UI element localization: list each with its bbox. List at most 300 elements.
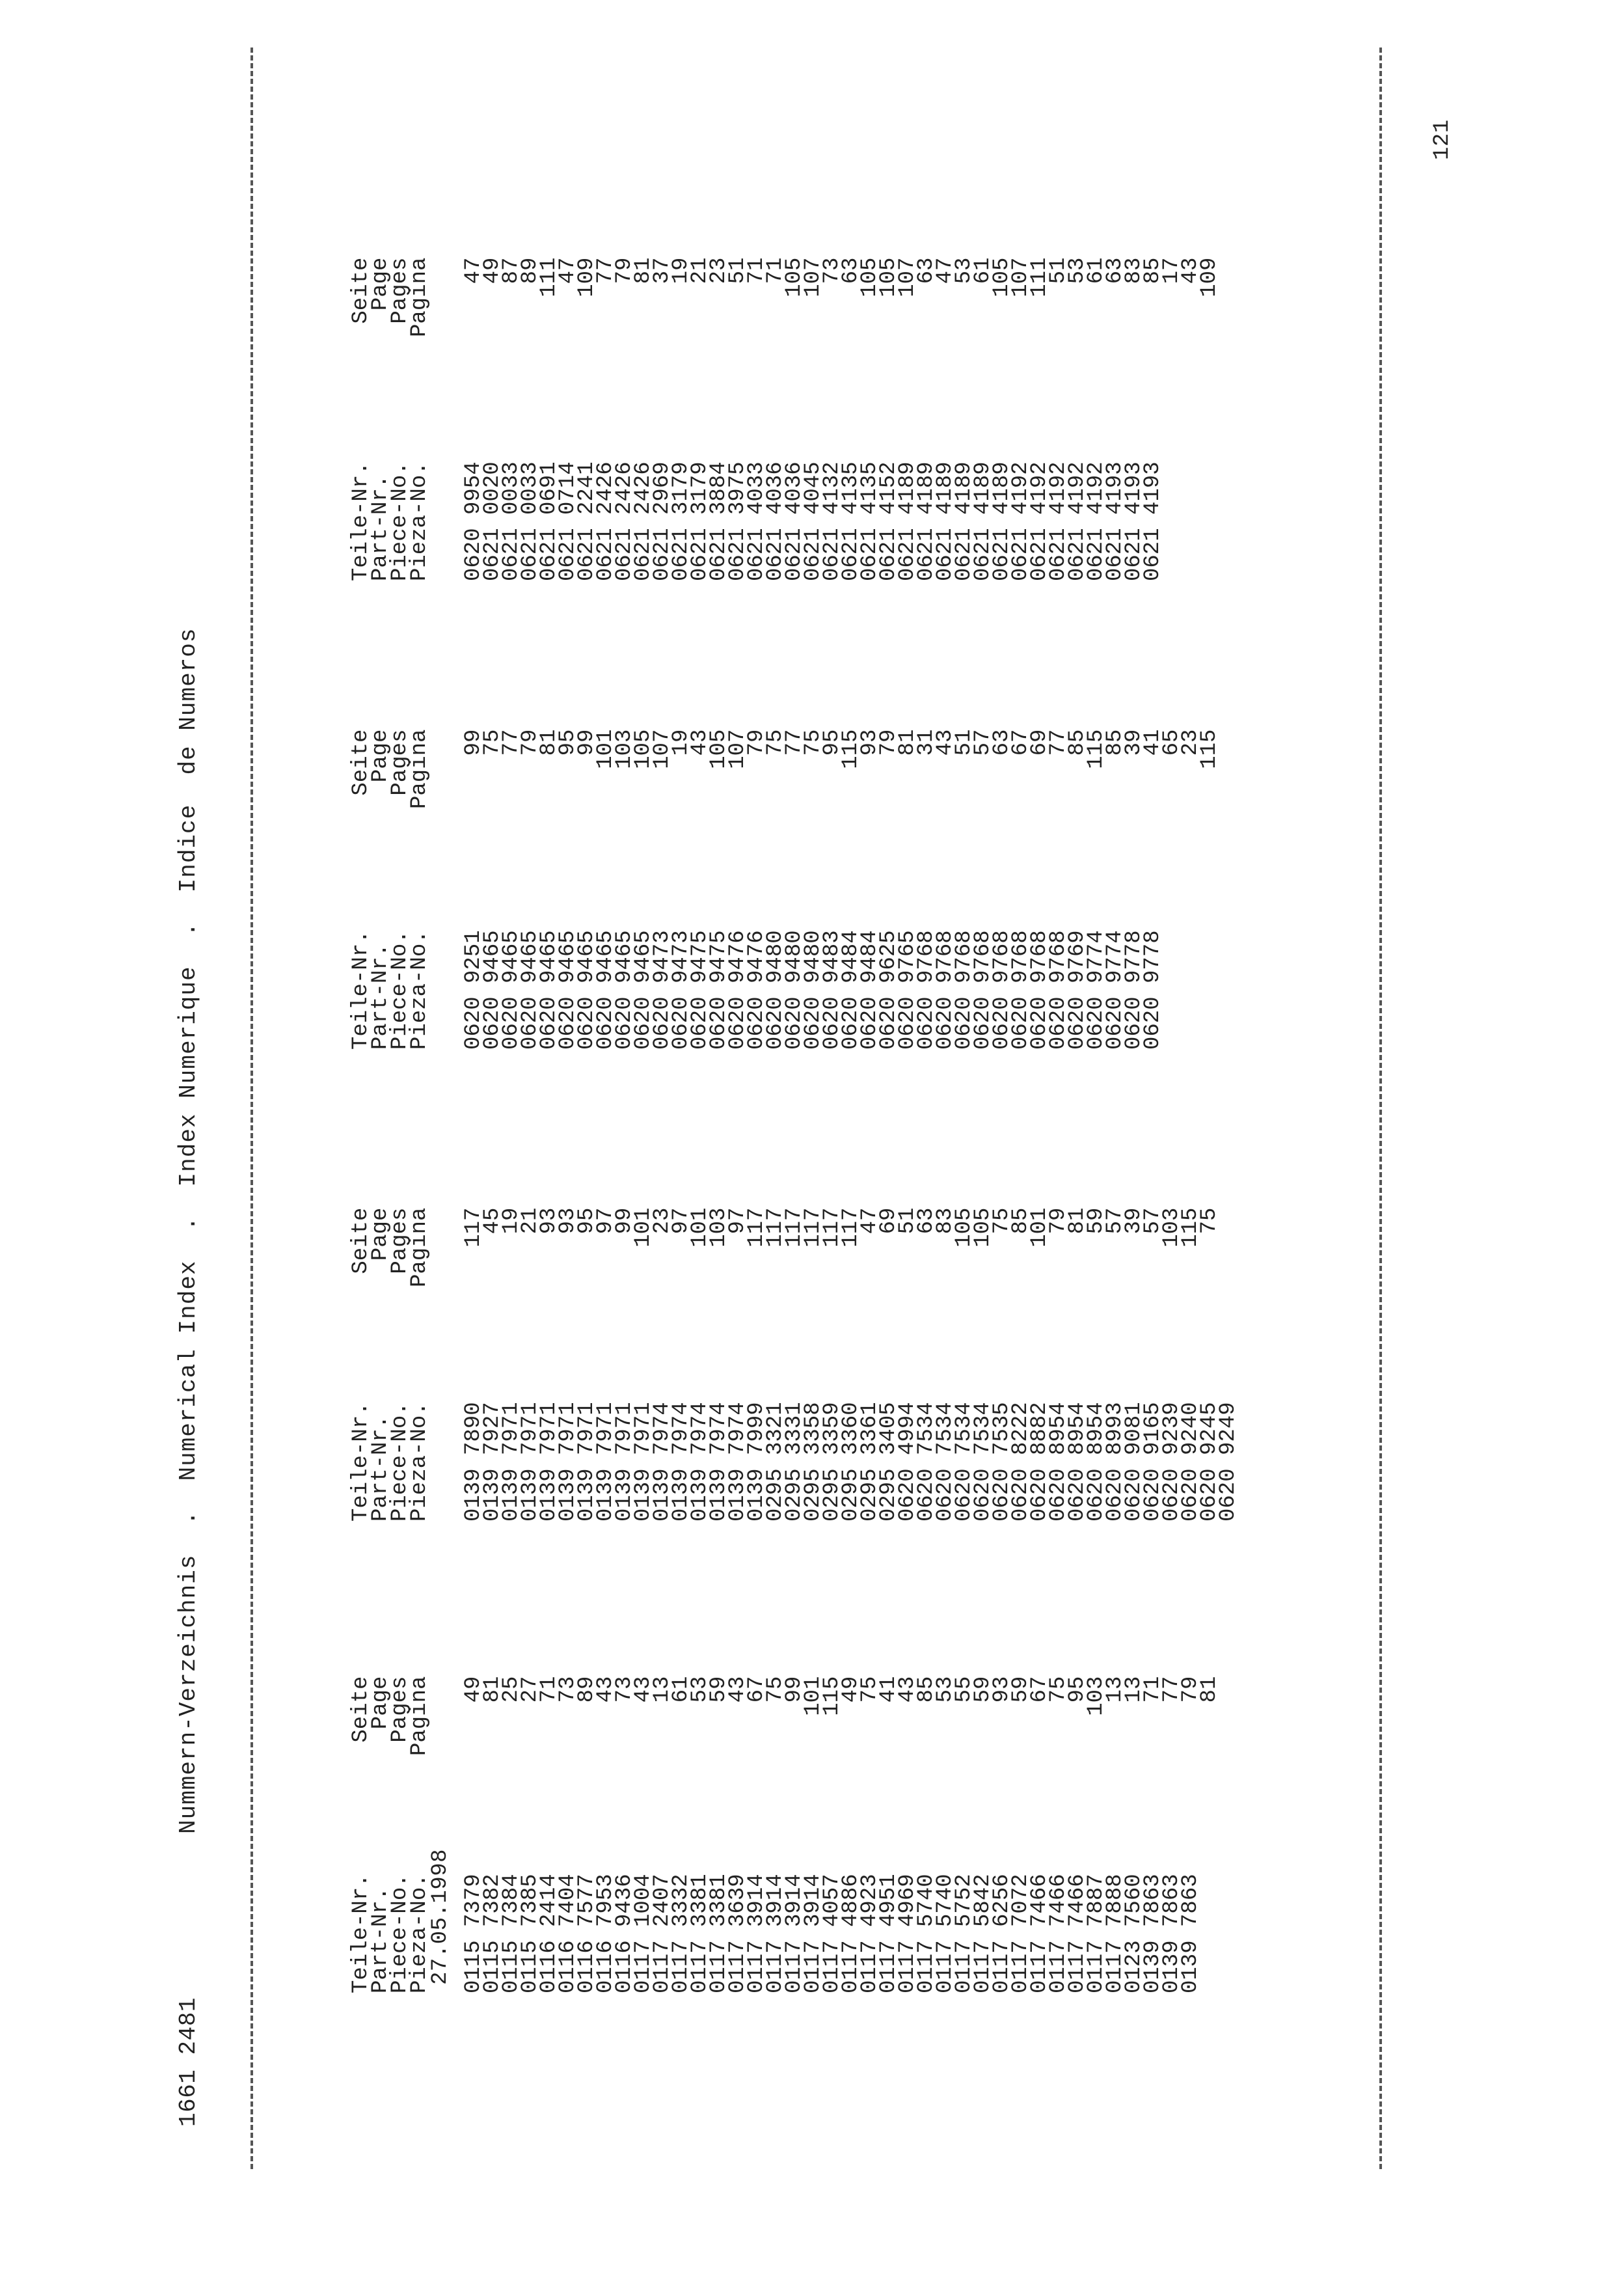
page-value: 105 (971, 1207, 995, 1248)
page-value: 67 (744, 1676, 769, 1703)
page-value: 47 (858, 1207, 882, 1235)
part-number: 0620 7534 (971, 1402, 995, 1522)
page-value: 115 (1197, 729, 1222, 769)
page-value: 43 (933, 729, 958, 756)
part-number: 0620 9465 (499, 930, 524, 1050)
page-value: 49 (839, 1676, 863, 1703)
page-value: 77 (1159, 1676, 1184, 1703)
part-number: 0621 4193 (1141, 461, 1165, 581)
page-value: 107 (801, 257, 826, 297)
page-value: 19 (669, 257, 694, 284)
page-column-header: Pagina (407, 257, 432, 337)
part-column-header: Part-Nr. (368, 1415, 393, 1522)
page-column-header: Pages (388, 1207, 413, 1274)
part-number: 0117 3381 (688, 1874, 712, 1993)
page-value: 67 (1027, 1676, 1052, 1703)
part-number: 0116 2414 (537, 1874, 562, 1993)
part-number: 0621 3179 (688, 461, 712, 581)
part-number: 0139 7974 (650, 1402, 675, 1522)
page-value: 47 (556, 257, 580, 284)
page-value: 61 (1084, 257, 1109, 284)
page-column-header: Pages (388, 257, 413, 324)
page-column-header: Pagina (407, 729, 432, 809)
page-value: 105 (707, 729, 731, 769)
page-value: 107 (650, 729, 675, 769)
part-number: 0621 2969 (650, 461, 675, 581)
page-value: 37 (650, 257, 675, 284)
page-value: 63 (914, 1207, 939, 1235)
part-number: 0139 7971 (593, 1402, 618, 1522)
page-value: 85 (1141, 257, 1165, 284)
part-number: 0620 9465 (631, 930, 656, 1050)
page-value: 53 (933, 1676, 958, 1703)
part-number: 0620 9465 (556, 930, 580, 1050)
page-value: 95 (575, 1207, 599, 1235)
part-number: 0620 7535 (990, 1402, 1014, 1522)
page-value: 75 (801, 729, 826, 756)
part-number: 0620 9475 (707, 930, 731, 1050)
page-column-header: Page (368, 257, 393, 311)
part-number: 0620 9778 (1122, 930, 1146, 1050)
page-value: 43 (631, 1676, 656, 1703)
part-number: 0621 4192 (1065, 461, 1090, 581)
page-value: 51 (1046, 257, 1071, 284)
part-number: 0117 4969 (895, 1874, 920, 1993)
page-value: 53 (1065, 257, 1090, 284)
part-number: 0620 9765 (895, 930, 920, 1050)
page-value: 107 (725, 729, 750, 769)
part-number: 0621 4189 (933, 461, 958, 581)
part-number: 0621 3179 (669, 461, 694, 581)
part-number: 0620 9768 (952, 930, 977, 1050)
page-value: 43 (1178, 257, 1203, 284)
part-number: 0295 3358 (801, 1402, 826, 1522)
part-column-header: Piece-No. (388, 461, 413, 581)
page-value: 75 (1197, 1207, 1222, 1235)
page-value: 59 (1084, 1207, 1109, 1235)
page-value: 45 (480, 1207, 505, 1235)
page-value: 67 (1008, 729, 1033, 756)
bottom-divider (1379, 48, 1382, 2169)
page-value: 25 (499, 1676, 524, 1703)
part-number: 0116 7953 (593, 1874, 618, 1993)
part-number: 0295 3321 (763, 1402, 788, 1522)
part-number: 0621 2426 (593, 461, 618, 581)
page-value: 115 (1178, 1207, 1203, 1248)
page-value: 75 (763, 729, 788, 756)
page-column-header: Pagina (407, 1676, 432, 1756)
page-value: 53 (688, 1676, 712, 1703)
part-number: 0620 9081 (1122, 1402, 1146, 1522)
page-value: 89 (575, 1676, 599, 1703)
page-value: 99 (575, 729, 599, 756)
part-number: 0117 7072 (1008, 1874, 1033, 1993)
part-number: 0621 4189 (971, 461, 995, 581)
page-column-header: Seite (349, 729, 373, 796)
page-value: 81 (537, 729, 562, 756)
page-value: 79 (744, 729, 769, 756)
part-number: 0117 5740 (914, 1874, 939, 1993)
page-value: 77 (782, 729, 807, 756)
part-number: 0620 9768 (1027, 930, 1052, 1050)
page-value: 83 (933, 1207, 958, 1235)
part-number: 0620 9476 (725, 930, 750, 1050)
part-number: 0620 7534 (952, 1402, 977, 1522)
part-number: 0620 9465 (480, 930, 505, 1050)
page-column-header: Pages (388, 729, 413, 796)
page-value: 59 (1008, 1676, 1033, 1703)
page-value: 21 (688, 257, 712, 284)
part-number: 0117 7466 (1065, 1874, 1090, 1993)
part-number: 0139 7890 (461, 1402, 486, 1522)
page-column-header: Page (368, 1676, 393, 1730)
part-number: 0620 8222 (1008, 1402, 1033, 1522)
page-value: 105 (990, 257, 1014, 297)
page-value: 97 (593, 1207, 618, 1235)
part-number-column (351, 461, 1163, 581)
part-number: 0621 4189 (952, 461, 977, 581)
page-value: 103 (612, 729, 637, 769)
part-number: 0117 4951 (876, 1874, 901, 1993)
page-column-header: Seite (349, 1676, 373, 1743)
page-value: 63 (1103, 257, 1128, 284)
page-value: 79 (518, 729, 543, 756)
part-number: 0139 7999 (744, 1402, 769, 1522)
part-number: 0620 7534 (914, 1402, 939, 1522)
page-column (349, 257, 1222, 337)
page-value: 47 (461, 257, 486, 284)
page-value: 53 (952, 257, 977, 284)
page-value: 85 (914, 1676, 939, 1703)
part-number: 0117 7887 (1084, 1874, 1109, 1993)
part-column-header: Part-Nr. (368, 943, 393, 1050)
page-column-header: Page (368, 1207, 393, 1261)
page-value: 75 (480, 729, 505, 756)
part-number: 0621 0033 (499, 461, 524, 581)
page-value: 111 (537, 257, 562, 297)
page-value: 13 (650, 1676, 675, 1703)
page-value: 51 (895, 1207, 920, 1235)
part-number: 0620 9465 (593, 930, 618, 1050)
part-number: 0621 4132 (820, 461, 845, 581)
page-value: 97 (669, 1207, 694, 1235)
page-value: 57 (1103, 1207, 1128, 1235)
page-value: 75 (1046, 1676, 1071, 1703)
part-number: 0115 7379 (461, 1874, 486, 1993)
part-number: 0139 7863 (1159, 1874, 1184, 1993)
part-number: 0139 7971 (631, 1402, 656, 1522)
part-number: 0117 5842 (971, 1874, 995, 1993)
page-value: 85 (1103, 729, 1128, 756)
part-number: 0621 4036 (782, 461, 807, 581)
page-value: 105 (858, 257, 882, 297)
page-value: 99 (782, 1676, 807, 1703)
part-number: 0620 9769 (1065, 930, 1090, 1050)
page-value: 43 (895, 1676, 920, 1703)
part-number: 0620 9778 (1141, 930, 1165, 1050)
page-value: 95 (556, 729, 580, 756)
part-number: 0621 2426 (631, 461, 656, 581)
page-value: 57 (1141, 1207, 1165, 1235)
part-number: 0621 4192 (1046, 461, 1071, 581)
page-value: 63 (914, 257, 939, 284)
part-number: 0117 5740 (933, 1874, 958, 1993)
part-number: 0621 2241 (575, 461, 599, 581)
part-number: 0117 3914 (782, 1874, 807, 1993)
page-value: 21 (518, 1207, 543, 1235)
page-column-header: Pagina (407, 1207, 432, 1287)
part-number: 0621 0714 (556, 461, 580, 581)
page-value: 99 (612, 1207, 637, 1235)
part-number: 0117 7466 (1027, 1874, 1052, 1993)
part-column-header: Pieza-No. (407, 1402, 432, 1522)
page-value: 93 (990, 1676, 1014, 1703)
page-value: 77 (1046, 729, 1071, 756)
page-value: 55 (952, 1676, 977, 1703)
page-value: 23 (650, 1207, 675, 1235)
page-value: 59 (707, 1676, 731, 1703)
part-column-header: Part-Nr. (368, 1887, 393, 1993)
part-number: 0620 9249 (1216, 1402, 1241, 1522)
page-value: 39 (1122, 729, 1146, 756)
part-number: 0295 3360 (839, 1402, 863, 1522)
page-value: 79 (876, 729, 901, 756)
part-number: 0620 8954 (1065, 1402, 1090, 1522)
part-number: 0117 3381 (707, 1874, 731, 1993)
part-number: 0620 9165 (1141, 1402, 1165, 1522)
part-number-column (351, 930, 1163, 1050)
page-value: 85 (1065, 729, 1090, 756)
page-column (349, 1676, 1222, 1756)
page-value: 73 (612, 1676, 637, 1703)
page-value: 43 (593, 1676, 618, 1703)
part-number: 0295 3359 (820, 1402, 845, 1522)
part-number: 0620 9484 (858, 930, 882, 1050)
part-number: 0621 0033 (518, 461, 543, 581)
part-number: 0620 9473 (669, 930, 694, 1050)
part-number: 0117 3914 (744, 1874, 769, 1993)
part-number: 0620 9476 (744, 930, 769, 1050)
page-value: 105 (782, 257, 807, 297)
page-value: 63 (839, 257, 863, 284)
page-value: 73 (556, 1676, 580, 1703)
page-value: 43 (688, 729, 712, 756)
page-column-header: Pages (388, 1676, 413, 1743)
part-number: 0621 4152 (876, 461, 901, 581)
part-number: 0139 7971 (518, 1402, 543, 1522)
page-column-header: Seite (349, 1207, 373, 1274)
page-value: 101 (593, 729, 618, 769)
part-number: 0620 8954 (1084, 1402, 1109, 1522)
part-number-column (349, 1874, 1203, 1993)
part-number: 0621 2426 (612, 461, 637, 581)
page-value: 61 (971, 257, 995, 284)
part-number: 0620 9768 (1046, 930, 1071, 1050)
page-value: 73 (820, 257, 845, 284)
part-number: 0620 9240 (1178, 1402, 1203, 1522)
page-value: 71 (1141, 1676, 1165, 1703)
part-number: 0620 9473 (650, 930, 675, 1050)
part-number: 0621 3884 (707, 461, 731, 581)
page-value: 95 (1065, 1676, 1090, 1703)
part-number: 0621 3975 (725, 461, 750, 581)
part-number: 0117 7888 (1103, 1874, 1128, 1993)
page-value: 79 (612, 257, 637, 284)
page-value: 115 (839, 729, 863, 769)
part-number: 0139 7971 (499, 1402, 524, 1522)
page-value: 77 (593, 257, 618, 284)
page-value: 109 (1197, 257, 1222, 297)
part-number: 0117 4057 (820, 1874, 845, 1993)
page-value: 101 (1027, 1207, 1052, 1248)
page-value: 105 (952, 1207, 977, 1248)
part-number: 0621 0020 (480, 461, 505, 581)
part-number: 0620 9483 (820, 930, 845, 1050)
part-number: 0621 0691 (537, 461, 562, 581)
part-number: 0115 7384 (499, 1874, 524, 1993)
page-value: 23 (1178, 729, 1203, 756)
page-value: 117 (461, 1207, 486, 1248)
page-value: 79 (1046, 1207, 1071, 1235)
page-value: 81 (631, 257, 656, 284)
page-value: 103 (707, 1207, 731, 1248)
part-number: 0620 8882 (1027, 1402, 1052, 1522)
part-number: 0117 3914 (763, 1874, 788, 1993)
part-number: 0139 7974 (725, 1402, 750, 1522)
part-number: 0117 7466 (1046, 1874, 1071, 1993)
part-number: 0117 6256 (990, 1874, 1014, 1993)
page-value: 117 (744, 1207, 769, 1248)
part-number: 0139 7971 (612, 1402, 637, 1522)
page-value: 63 (990, 729, 1014, 756)
part-number: 0621 4192 (1084, 461, 1109, 581)
part-number: 0139 7974 (669, 1402, 694, 1522)
part-number: 0620 9465 (537, 930, 562, 1050)
part-number: 0620 9251 (461, 930, 486, 1050)
page-value: 61 (669, 1676, 694, 1703)
part-number: 0620 9475 (688, 930, 712, 1050)
part-number: 0139 7974 (688, 1402, 712, 1522)
page-value: 49 (461, 1676, 486, 1703)
page-value: 115 (1084, 729, 1109, 769)
page-value: 93 (537, 1207, 562, 1235)
part-number: 0621 4193 (1103, 461, 1128, 581)
part-number: 0620 7534 (933, 1402, 958, 1522)
part-number: 0620 9768 (971, 930, 995, 1050)
page-value: 117 (782, 1207, 807, 1248)
part-number: 0115 7385 (518, 1874, 543, 1993)
part-number: 0139 7971 (556, 1402, 580, 1522)
page-value: 39 (1122, 1207, 1146, 1235)
part-number: 0621 4192 (1027, 461, 1052, 581)
page-value: 111 (1027, 257, 1052, 297)
page-value: 89 (518, 257, 543, 284)
part-column-header: Pieza-No. (407, 461, 432, 581)
page-value: 19 (499, 1207, 524, 1235)
page-value: 117 (801, 1207, 826, 1248)
page-value: 85 (1008, 1207, 1033, 1235)
part-number: 0620 9480 (763, 930, 788, 1050)
page-value: 27 (518, 1676, 543, 1703)
page-value: 59 (971, 1676, 995, 1703)
page-column (349, 1207, 1222, 1287)
part-number: 0621 4036 (763, 461, 788, 581)
page-value: 13 (1103, 1676, 1128, 1703)
page-value: 101 (801, 1676, 826, 1716)
page-value: 31 (914, 729, 939, 756)
part-number: 0139 7863 (1178, 1874, 1203, 1993)
part-number: 0139 7971 (537, 1402, 562, 1522)
page-value: 71 (537, 1676, 562, 1703)
part-number: 0117 4886 (839, 1874, 863, 1993)
part-number: 0621 4189 (895, 461, 920, 581)
page-value: 51 (725, 257, 750, 284)
part-number: 0116 7404 (556, 1874, 580, 1993)
part-number: 0620 8954 (1046, 1402, 1071, 1522)
page-value: 107 (1008, 257, 1033, 297)
part-number: 0620 9625 (876, 930, 901, 1050)
part-number: 0117 3639 (725, 1874, 750, 1993)
page-value: 103 (1159, 1207, 1184, 1248)
page-value: 57 (971, 729, 995, 756)
page-value: 79 (1178, 1676, 1203, 1703)
part-column-header: Pieza-No. (407, 930, 432, 1050)
part-number: 0620 4994 (895, 1402, 920, 1522)
page-value: 43 (725, 1676, 750, 1703)
part-number: 0139 7863 (1141, 1874, 1165, 1993)
page-value: 69 (876, 1207, 901, 1235)
part-number: 0117 2407 (650, 1874, 675, 1993)
page-value: 109 (575, 257, 599, 297)
page-value: 51 (952, 729, 977, 756)
page-value: 93 (858, 729, 882, 756)
page-value: 101 (631, 1207, 656, 1248)
page-value: 103 (1084, 1676, 1109, 1716)
part-number: 0117 1004 (631, 1874, 656, 1993)
part-number: 0620 9768 (1008, 930, 1033, 1050)
page-value: 95 (820, 729, 845, 756)
page-value: 81 (895, 729, 920, 756)
part-number: 0620 9484 (839, 930, 863, 1050)
page-value: 19 (669, 729, 694, 756)
page-value: 105 (876, 257, 901, 297)
part-column-header: Teile-Nr. (349, 1874, 373, 1993)
page-number: 121 (1430, 119, 1455, 160)
part-number: 0620 9774 (1084, 930, 1109, 1050)
top-divider (250, 48, 253, 2169)
part-column-header: Part-Nr. (368, 474, 393, 581)
part-number: 0295 3331 (782, 1402, 807, 1522)
part-number: 0139 7971 (575, 1402, 599, 1522)
page-value: 105 (631, 729, 656, 769)
page-value: 41 (876, 1676, 901, 1703)
page-column-header: Page (368, 729, 393, 783)
page-column (349, 729, 1222, 809)
part-number: 0620 9465 (575, 930, 599, 1050)
part-column-header: Piece-No. (388, 1402, 413, 1522)
part-column-header: Pieza-No. (407, 1874, 432, 1993)
page-value: 117 (763, 1207, 788, 1248)
part-number-column (349, 1402, 1241, 1522)
page-value: 49 (480, 257, 505, 284)
part-number: 0620 9239 (1159, 1402, 1184, 1522)
part-number: 0116 7577 (575, 1874, 599, 1993)
page-value: 47 (933, 257, 958, 284)
part-number: 0621 4045 (801, 461, 826, 581)
page-value: 75 (763, 1676, 788, 1703)
page-value: 117 (820, 1207, 845, 1248)
document-title: Nummern-Verzeichnis . Numerical Index . Index Numerique . Indice de Numeros (175, 627, 202, 1834)
